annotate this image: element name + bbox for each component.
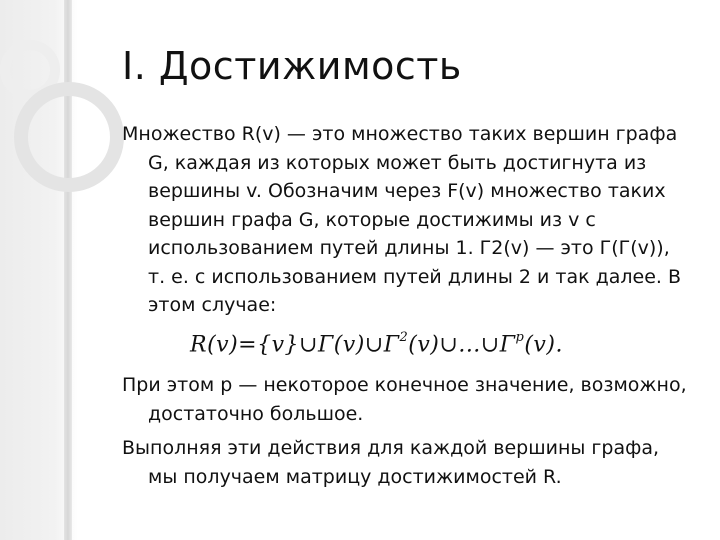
slide-title: I. Достижимость: [122, 44, 462, 88]
formula-part-2: (v)∪...∪Γ: [408, 331, 516, 357]
decorative-ring: [14, 82, 124, 192]
formula-part-3: (v).: [524, 331, 563, 357]
slide-body: [122, 120, 692, 491]
reachability-formula: [190, 326, 692, 360]
formula-exponent-p: p: [515, 329, 525, 345]
formula-exponent-2: 2: [399, 329, 409, 345]
paragraph-p-value: При этом p — некоторое конечное значение, возможно, достаточно большое.: [122, 374, 687, 425]
decorative-side-stripe: [64, 0, 72, 540]
formula-part-1: R(v)={v}∪Γ(v)∪Γ: [190, 331, 400, 357]
paragraph-definition: Множество R(v) — это множество таких вершин графа G, каждая из которых может быть достигнута из вершины v. Обозначим через F(v) множество таких вершин графа G, которые достижимы из v с использованием путей длины 1. Г2(v) — это Г(Г(v)), т. е. с использованием путей длины 2 и так далее. В этом случае:: [122, 123, 682, 316]
paragraph-matrix: Выполняя эти действия для каждой вершины графа, мы получаем матрицу достижимостей R.: [122, 437, 660, 488]
